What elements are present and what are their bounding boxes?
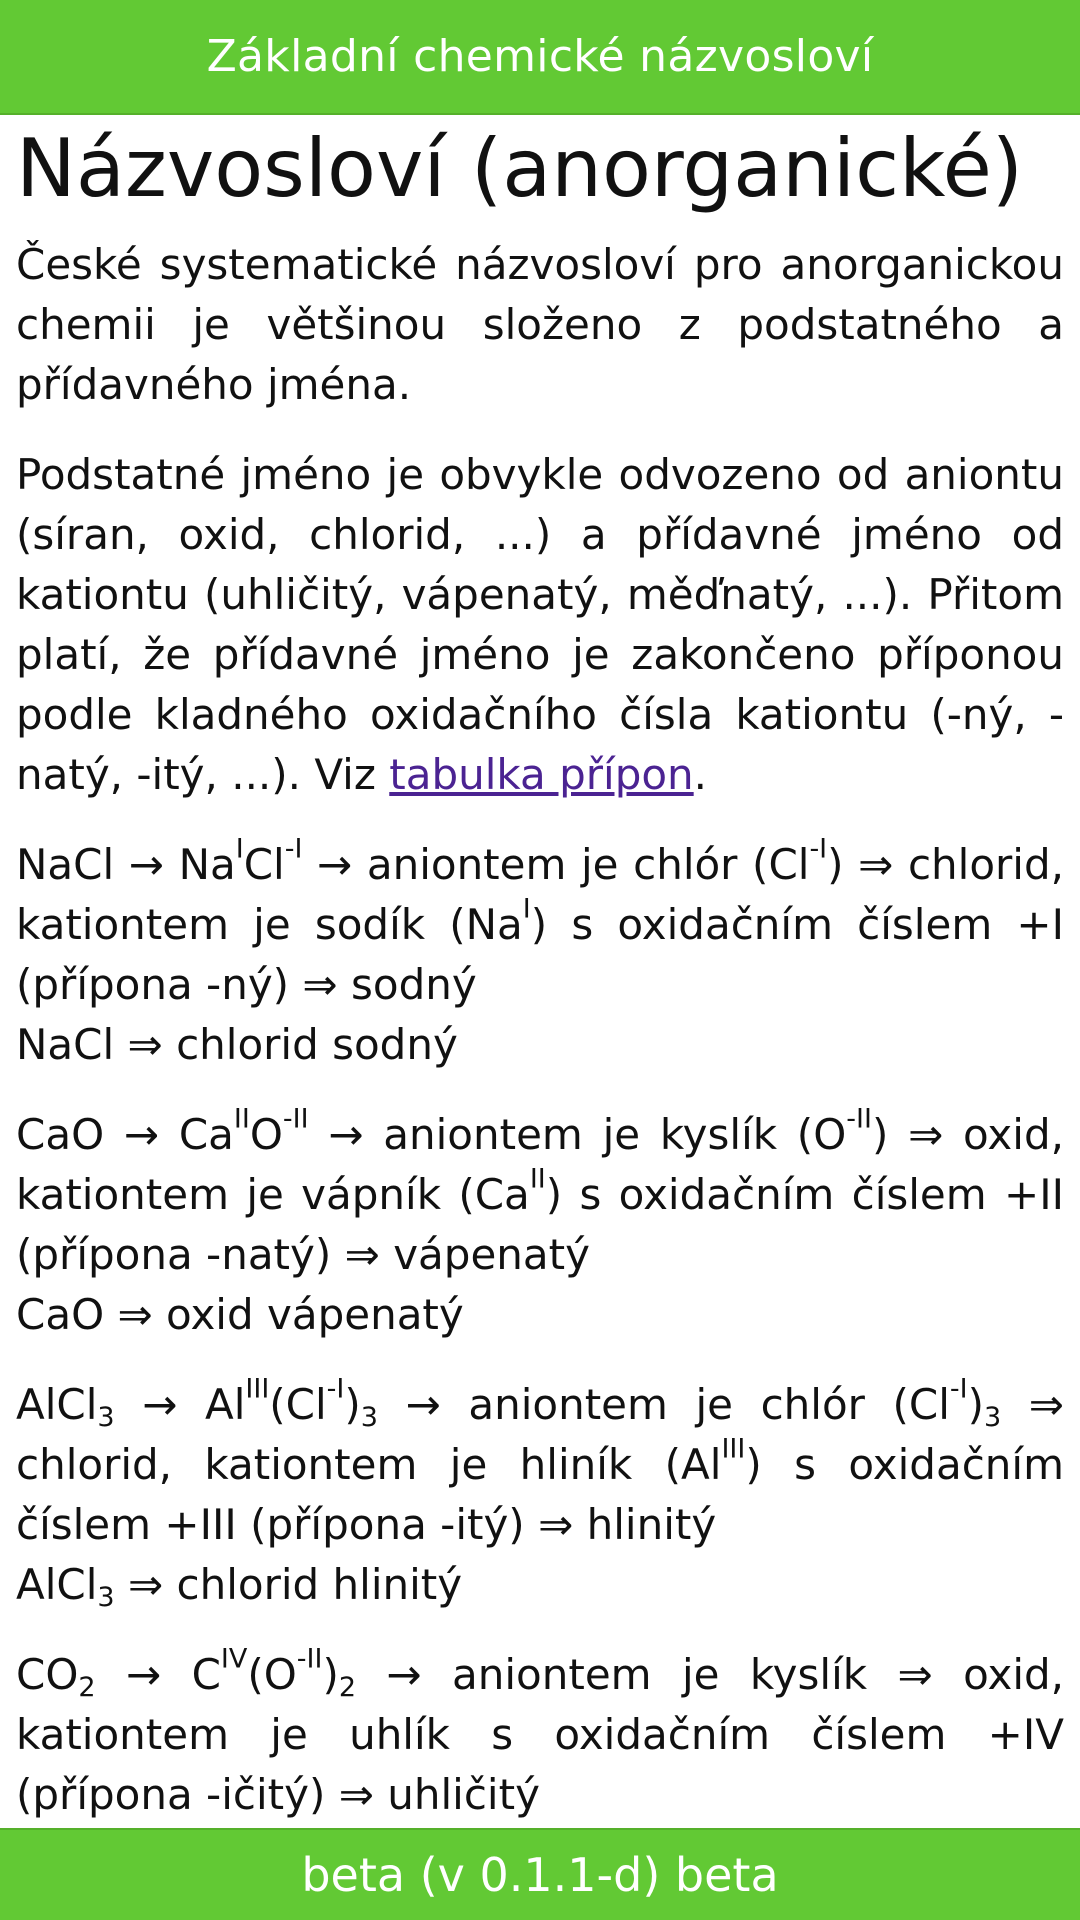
suffix-table-link[interactable]: tabulka přípon [389, 750, 694, 799]
example-alcl3: AlCl$_3$ → $Al^{III}(Cl^{-I})_3$ → aniontem je chlór $(Cl^{-I})_3$ ⇒ chlorid, kationtem je hliník $(Al^{III})$ s oxidačním číslem +III (přípona -itý) ⇒ hlinitý AlCl$_3$ ⇒ chlorid hlinitý [16, 1373, 1064, 1613]
app-title-bar [0, 0, 1080, 115]
page-title: Názvosloví (anorganické) [16, 122, 1023, 215]
example-nacl: NaCl → $Na^ICl^{-I}$ → aniontem je chlór $(Cl^{-I})$ ⇒ chlorid, kationtem je sodík $(Na^I)$ s oxidačním číslem +I (přípona -ný) ⇒ sodný NaCl ⇒ chlorid sodný [16, 833, 1064, 1069]
version-label: beta (v 0.1.1-d) beta [301, 1848, 779, 1902]
example-co2: $CO_2 \to C^{IV}(O^{-II})_2$ → aniontem je kyslík ⇒ oxid, kationtem je uhlík s oxidačním číslem +IV (přípona -ičitý) ⇒ uhličitý [16, 1643, 1064, 1819]
rule-paragraph: Podstatné jméno je obvykle odvozeno od aniontu (síran, oxid, chlorid, ...) a přídavné jméno od kationtu (uhličitý, vápenatý, měďnatý, ...). Přitom platí, že přídavné jméno je zakončeno příponou podle kladného oxidačního čísla kationtu (-ný, -natý, -itý, ...). Viz tabulka přípon. [16, 450, 1064, 799]
app-title: Základní chemické názvosloví [206, 31, 874, 82]
article-content[interactable] [16, 113, 1064, 1828]
example-cao: CaO → $Ca^{II}O^{-II}$ → aniontem je kyslík $(O^{-II})$ ⇒ oxid, kationtem je vápník $(Ca^{II})$ s oxidačním číslem +II (přípona -natý) ⇒ vápenatý CaO ⇒ oxid vápenatý [16, 1103, 1064, 1339]
version-footer [0, 1828, 1080, 1920]
intro-paragraph: České systematické názvosloví pro anorganickou chemii je většinou složeno z podstatného a přídavného jména. [16, 240, 1064, 409]
